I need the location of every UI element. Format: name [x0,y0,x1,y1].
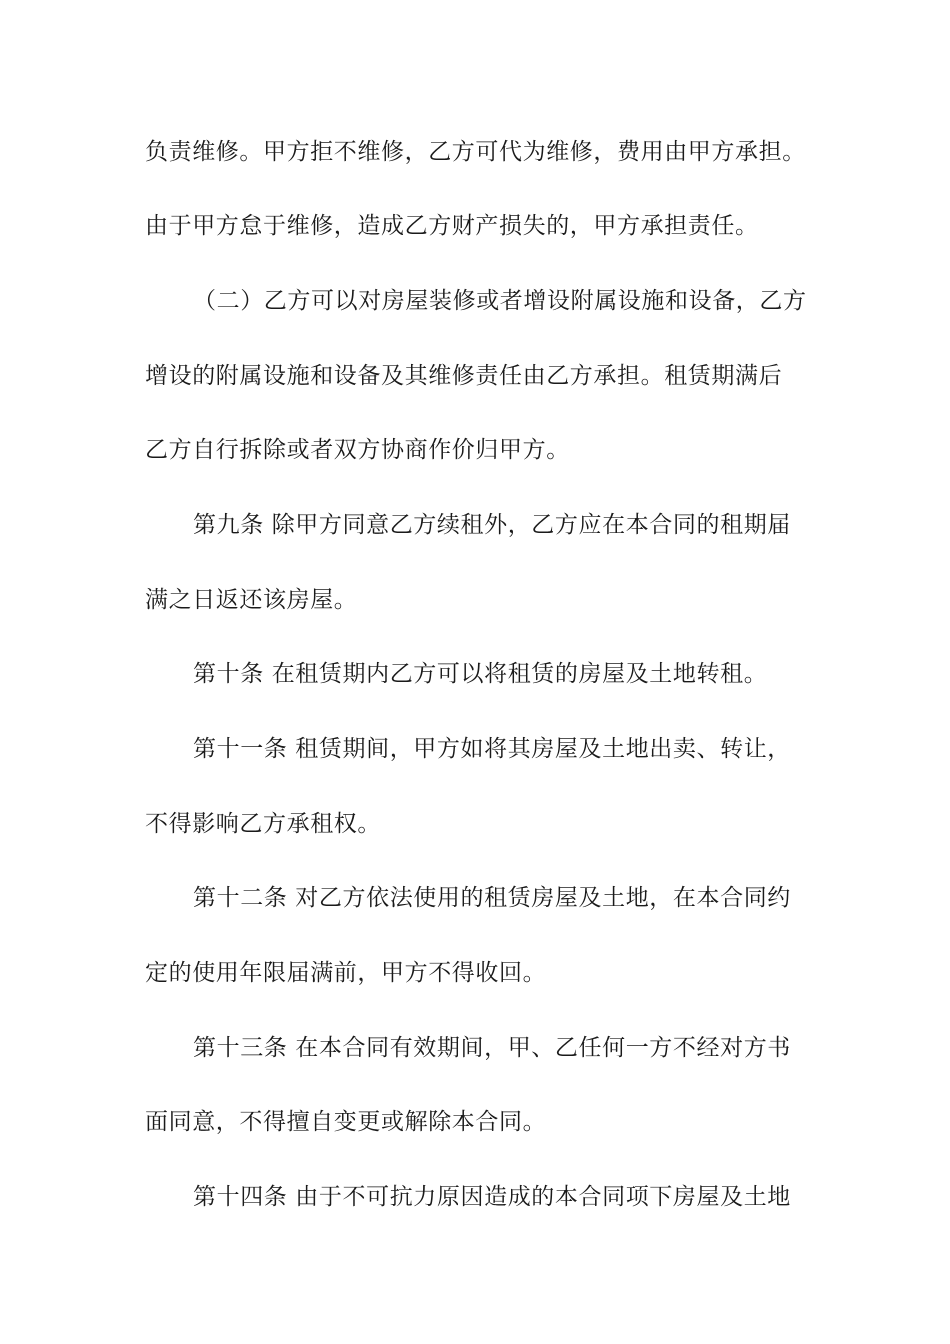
article-10-line: 第十条 在租赁期内乙方可以将租赁的房屋及土地转租。 [193,661,768,687]
article-9-line: 第九条 除甲方同意乙方续租外，乙方应在本合同的租期届 [193,512,791,538]
text-line: 不得影响乙方承租权。 [145,811,381,837]
paragraph-start-line: （二）乙方可以对房屋装修或者增设附属设施和设备，乙方 [193,288,807,314]
text-line: 负责维修。甲方拒不维修，乙方可代为维修，费用由甲方承担。 [145,139,806,165]
article-12-line: 第十二条 对乙方依法使用的租赁房屋及土地，在本合同约 [193,885,791,911]
text-line: 增设的附属设施和设备及其维修责任由乙方承担。租赁期满后 [145,363,783,389]
article-13-line: 第十三条 在本合同有效期间，甲、乙任何一方不经对方书 [193,1035,791,1061]
text-line: 定的使用年限届满前，甲方不得收回。 [145,960,547,986]
text-line: 面同意，不得擅自变更或解除本合同。 [145,1109,547,1135]
article-11-line: 第十一条 租赁期间，甲方如将其房屋及土地出卖、转让， [193,736,791,762]
text-line: 满之日返还该房屋。 [145,587,358,613]
text-line: 由于甲方怠于维修，造成乙方财产损失的，甲方承担责任。 [145,213,759,239]
text-line: 乙方自行拆除或者双方协商作价归甲方。 [145,437,570,463]
article-14-line: 第十四条 由于不可抗力原因造成的本合同项下房屋及土地 [193,1184,791,1210]
